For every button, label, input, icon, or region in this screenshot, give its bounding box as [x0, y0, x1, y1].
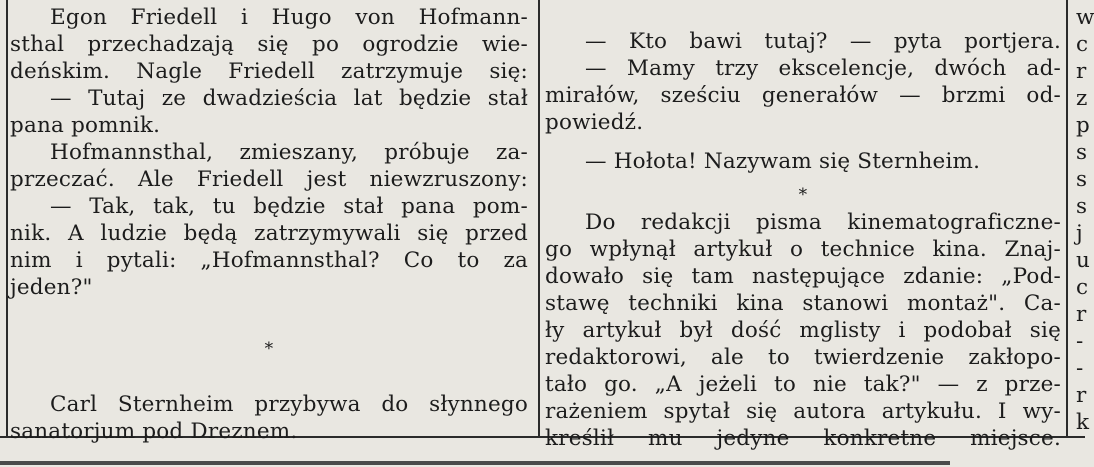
edge-letter: r [1076, 383, 1087, 408]
text-line: dowało się tam następujące zdanie: „Pod- [545, 264, 1061, 289]
edge-letter: - [1076, 356, 1084, 381]
text-line: jeden?" [10, 275, 93, 300]
edge-letter: j [1076, 221, 1083, 246]
edge-letter: s [1076, 194, 1088, 219]
text-line: go wpłynął artykuł o technice kina. Znaj- [545, 237, 1061, 262]
edge-letter: u [1076, 248, 1090, 273]
text-line: redaktorowi, ale to twierdzenie zakłopo- [545, 345, 1061, 370]
edge-letter: r [1076, 59, 1087, 84]
text-line: sanatorjum pod Dreznem. [10, 419, 298, 444]
edge-letter: c [1076, 32, 1089, 57]
column-divider-rule [538, 0, 540, 437]
clipped-edge-column [1076, 4, 1094, 436]
edge-letter: r [1076, 302, 1087, 327]
text-line: rażeniem spytał się autora artykułu. I wy- [545, 399, 1061, 424]
text-line: — Tak, tak, tu będzie stał pana pom- [50, 194, 528, 219]
edge-letter: - [1076, 329, 1084, 354]
text-line: pana pomnik. [10, 113, 161, 138]
text-line: ły artykuł był dość mglisty i podobał się [545, 318, 1061, 343]
text-line: stawę techniki kina stanowi montaż". Ca- [545, 291, 1061, 316]
text-line: Do redakcji pisma kinematograficzne- [585, 210, 1061, 235]
left-border-rule [6, 0, 8, 437]
edge-letter: w [1076, 5, 1094, 30]
edge-letter: s [1076, 167, 1088, 192]
text-line: powiedź. [545, 110, 644, 135]
edge-letter: p [1076, 113, 1090, 138]
text-line: — Tutaj ze dwadzieścia lat będzie stał [50, 86, 528, 111]
edge-letter: s [1076, 140, 1088, 165]
text-line: nim i pytali: „Hofmannsthal? Co to za [10, 248, 528, 273]
left-column [10, 4, 528, 445]
edge-letter: c [1076, 275, 1089, 300]
text-line: przeczać. Ale Friedell jest niewzruszony: [10, 167, 528, 192]
text-line: — Mamy trzy ekscelencje, dwóch ad- [585, 56, 1061, 81]
text-line: tało go. „A jeżeli to nie tak?" — z prze- [545, 372, 1061, 397]
text-line: deńskim. Nagle Friedell zatrzymuje się: [10, 59, 528, 84]
text-line: sthal przechadzają się po ogrodzie wie- [10, 32, 528, 57]
bottom-thick-rule [0, 461, 950, 465]
text-line: Carl Sternheim przybywa do słynnego [50, 392, 528, 417]
text-line: Hofmannsthal, zmieszany, próbuje za- [50, 140, 528, 165]
text-line: — Kto bawi tutaj? — pyta portjera. [585, 29, 1061, 54]
right-column [545, 28, 1061, 452]
text-line: mirałów, sześciu generałów — brzmi od- [545, 83, 1061, 108]
section-separator: * [798, 185, 808, 205]
text-line: nik. A ludzie będą zatrzymywali się przed [10, 221, 528, 246]
text-line: Egon Friedell i Hugo von Hofmann- [50, 5, 528, 30]
edge-letter: k [1076, 410, 1090, 435]
text-line: — Hołota! Nazywam się Sternheim. [585, 149, 981, 174]
column-divider-rule-right [1066, 0, 1068, 437]
section-separator: * [264, 339, 274, 359]
text-line: kreślił mu jedyne konkretne miejsce. [545, 426, 1061, 451]
edge-letter: z [1076, 86, 1088, 111]
